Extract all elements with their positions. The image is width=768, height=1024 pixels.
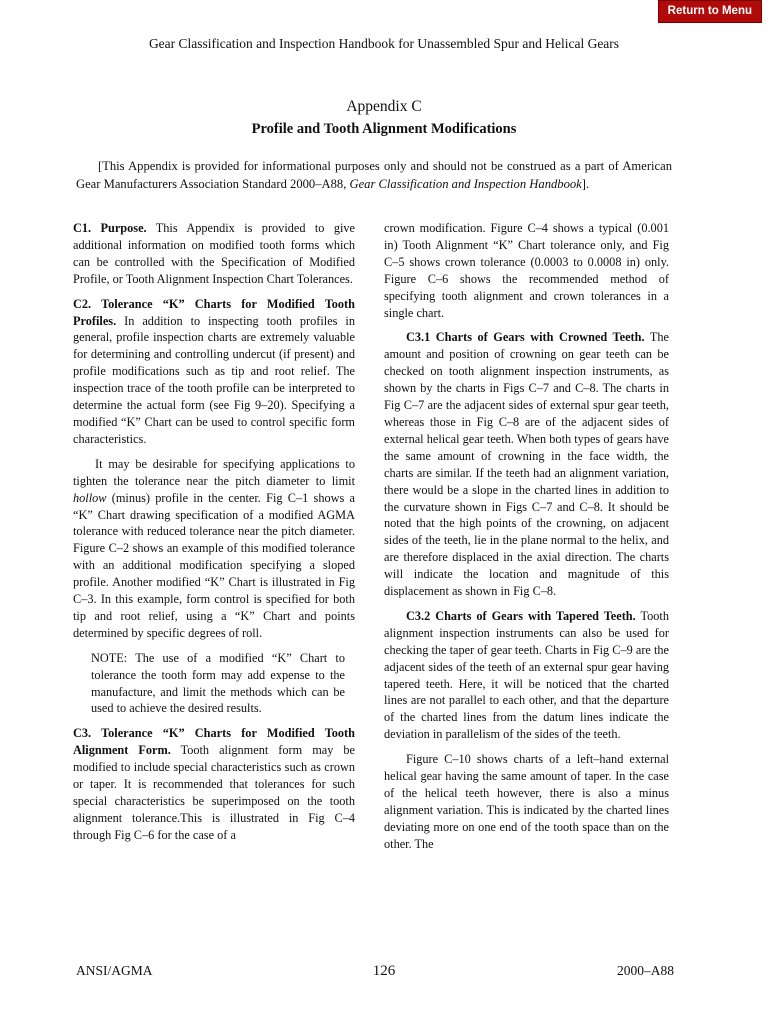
c3-1-heading: C3.1 Charts of Gears with Crowned Teeth. [406,330,645,345]
appendix-title: Profile and Tooth Alignment Modifications [251,121,517,137]
intro-italic-title: Gear Classification and Inspection Handbook [349,176,582,191]
section-c2 [73,296,355,448]
p3-text-b: (minus) profile in the center. Fig C–1 shows a “K” Chart drawing specification of a modified AGMA tolerance with reduced tolerance near the pitch diameter. Figure C–2 shows an example of this modified tolerance with an additional modification specifying a sloped profile. Another modified “K” Chart is illustrated in Fig C–3. In this example, form control is specified for both tip and root relief, using a “K” Chart and points determined by specific degrees of roll. [73,490,355,640]
appendix-label: Appendix C [346,98,422,115]
intro-paragraph [76,158,672,193]
section-c1 [73,220,355,288]
c2-heading: C2. Tolerance “K” Charts for Modified Tooth Profiles. [73,296,355,328]
footer-left: ANSI/AGMA [76,963,153,978]
right-column [384,220,669,861]
intro-text: [This Appendix is provided for informational purposes only and should not be construed as a part of American Gear Manufacturers Association Standard 2000–A88, [76,159,672,191]
c1-text: This Appendix is provided to give additional information on modified tooth forms which can be controlled with the Specification of Modified Profile, or Tooth Alignment Inspection Chart Tolerances. [73,221,355,286]
footer-right: 2000–A88 [617,963,674,978]
section-c3 [73,725,355,843]
c2-text: In addition to inspecting tooth profiles in general, profile inspection charts are extremely valuable for determining and controlling undercut (if present) and profile modifications such as tip and root relief. The inspection trace of the tooth profile can be interpreted to determine the actual form (see Fig 9–20). Specifying a modified “K” Chart can be used to control specific form characteristics. [73,313,355,446]
return-to-menu-button[interactable]: Return to Menu [658,0,762,23]
intro-text-end: ]. [581,176,590,191]
appendix-title-block [0,96,768,140]
page-number: 126 [372,963,396,979]
p3-italic: hollow [73,490,107,505]
c3-1-text: The amount and position of crowning on gear teeth can be checked on tooth alignment inspection instruments, as shown by the charts in Figs C–7 and C–8. The charts in Fig C–7 are the adjacent sides of external spur gear teeth, whereas those in Fig C–8 are of the adjacent sides of external helical gear teeth. When both types of gears have the same amount of crowning in the face width, the charts are similar. If the teeth had an alignment variation, there would be a slope in the charted lines in addition to the curvature shown in Figs C–7 and C–8. It should be noted that the high points of the crowning, on adjacent sides of the teeth, lie in the plane normal to the helix, and are therefore displaced in the axial direction. The charts will indicate the location and magnitude of this displacement as shown in Fig C–8. [384,330,669,599]
section-c3-2 [384,608,669,743]
c3-2-text: Tooth alignment inspection instruments can also be used for checking the taper of gear teeth. Charts in Fig C–9 are the adjacent sides of the teeth of an external spur gear having tapered teeth. Here, it will be noticed that the charted lines are not parallel to each other, and that the departure of the charted lines from the datum lines indicate the deviation in parallelism of the sides of the teeth. [384,608,669,742]
paragraph-crown-modification: crown modification. Figure C–4 shows a typical (0.001 in) Tooth Alignment “K” Chart tolerance only, and Fig C–5 shows crown tolerance (0.0003 to 0.0008 in) only. Figure C–6 shows the recommended method of specifying tooth alignment and crown tolerances in a single chart. [384,221,669,320]
c3-text: Tooth alignment form may be modified to include special characteristics such as crown or taper. It is recommended that tolerances for such special characteristics be superimposed on the tooth alignment tolerance.This is illustrated in Fig C–4 through Fig C–6 for the case of a [73,743,355,842]
c1-heading: C1. Purpose. [73,221,147,235]
left-column [73,220,355,852]
c3-2-heading: C3.2 Charts of Gears with Tapered Teeth. [406,608,636,623]
c3-heading: C3. Tolerance “K” Charts for Modified Tooth Alignment Form. [73,726,355,758]
section-c3-1 [384,329,669,600]
note-paragraph: NOTE: The use of a modified “K” Chart to tolerance the tooth form may add expense to the manufacture, and limit the methods which can be used to achieve the desired results. [91,650,345,716]
paragraph-hollow-profile [73,456,355,642]
p3-text-a: It may be desirable for specifying applications to tighten the tolerance near the pitch diameter to limit [73,456,355,488]
running-header: Gear Classification and Inspection Handbook for Unassembled Spur and Helical Gears [148,36,620,51]
paragraph-figure-c10: Figure C–10 shows charts of a left–hand external helical gear having the same amount of taper. In the case of the helical teeth however, there is also a minus alignment variation. This is indicated by the charted lines deviating more on one end of the tooth space than on the other. The [384,752,669,851]
